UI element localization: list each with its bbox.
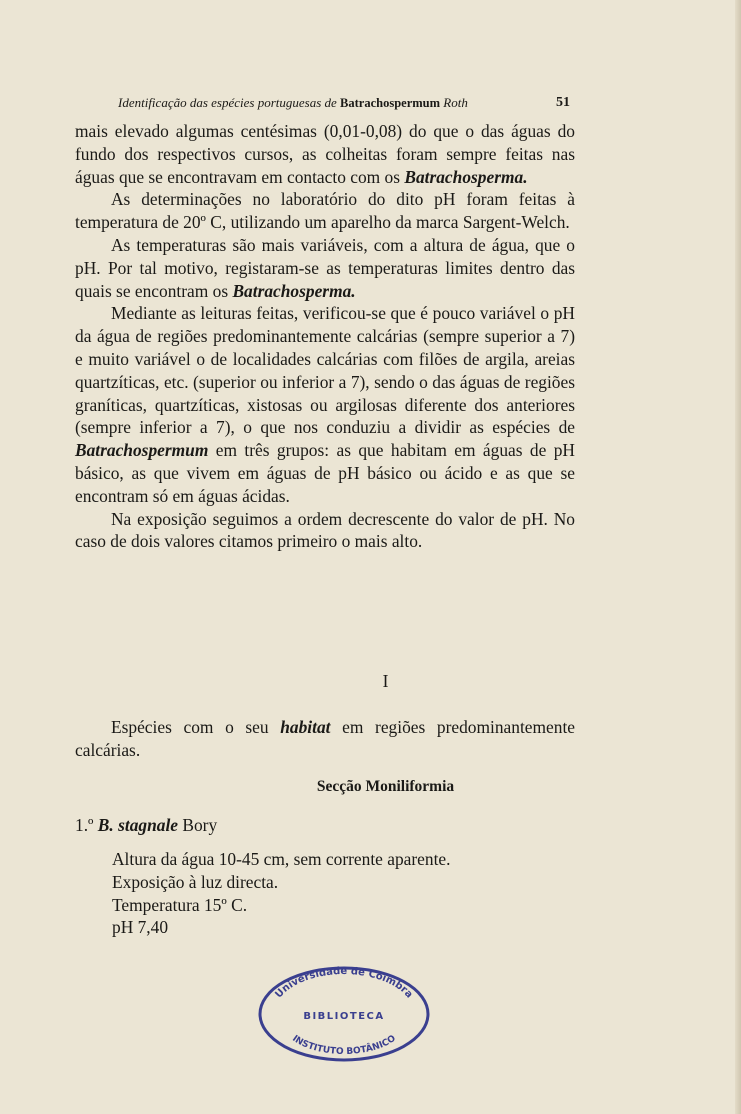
paragraph-4-genus: Batrachospermum bbox=[75, 440, 209, 461]
habitat-word: habitat bbox=[280, 717, 331, 737]
species-details bbox=[112, 848, 450, 939]
paragraph-4 bbox=[75, 302, 575, 507]
page-number: 51 bbox=[556, 95, 570, 110]
paragraph-1 bbox=[75, 120, 575, 188]
header-author: Roth bbox=[443, 95, 468, 110]
paragraph-3-text: As temperaturas são mais variáveis, com a altura de água, que o pH. Por tal motivo, registaram-se as temperaturas limites dentro das quais se encontram os bbox=[75, 234, 575, 301]
detail-temperature: Temperatura 15º C. bbox=[112, 894, 248, 915]
running-header bbox=[118, 95, 570, 111]
habitat-paragraph bbox=[75, 716, 575, 762]
habitat-text-b: em regiões predominantemente calcárias. bbox=[75, 717, 575, 760]
section-numeral: I bbox=[382, 671, 389, 691]
paragraph-5: Na exposição seguimos a ordem decrescente do valor de pH. No caso de dois valores citamos primeiro o mais alto. bbox=[75, 508, 575, 552]
section-title: Secção Moniliformia bbox=[316, 778, 455, 795]
paragraph-4-text-a: Mediante as leituras feitas, verificou-se que é pouco variável o pH da água de regiões predominantemente calcárias (sempre superior a 7) e muito variável o de localidades calcárias com filões de argila, areias quartzíticas, etc. (superior ou inferior a 7), sendo o das águas de regiões graníticas, quartzíticas, xistosas ou argilosas diferente dos anteriores (sempre inferior a 7), o que nos conduziu a dividir as espécies de bbox=[75, 303, 575, 438]
detail-exposure: Exposição à luz directa. bbox=[112, 871, 279, 892]
paragraph-4-text-b: em três grupos: as que habitam em águas de pH básico, as que vivem em águas de pH básico ou ácido e as que se encontram só em águas ácidas. bbox=[75, 440, 575, 506]
header-title-prefix: Identificação das espécies portuguesas de bbox=[118, 95, 337, 110]
paragraph-2: As determinações no laboratório do dito pH foram feitas à temperatura de 20º C, utilizando um aparelho da marca Sargent-Welch. bbox=[75, 189, 575, 233]
paragraph-1-genus: Batrachosperma. bbox=[404, 166, 528, 187]
detail-ph: pH 7,40 bbox=[112, 917, 169, 938]
stamp-middle-text: BIBLIOTECA bbox=[303, 1011, 385, 1022]
species-name: B. stagnale bbox=[97, 815, 178, 835]
paragraph-3-genus: Batrachosperma. bbox=[232, 280, 356, 301]
header-genus: Batrachospermum bbox=[340, 96, 441, 110]
species-author: Bory bbox=[182, 815, 218, 835]
header-title bbox=[118, 95, 468, 110]
stamp-bottom-text: INSTITUTO BOTÂNICO bbox=[290, 1033, 398, 1058]
habitat-text-a: Espécies com o seu bbox=[111, 717, 281, 737]
species-number: 1.º bbox=[75, 815, 94, 835]
body-text bbox=[75, 120, 575, 553]
library-stamp bbox=[256, 962, 432, 1062]
paragraph-3 bbox=[75, 234, 575, 302]
stamp-top-text: Universidade de Coimbra bbox=[273, 966, 415, 1001]
detail-water-depth: Altura da água 10-45 cm, sem corrente aparente. bbox=[112, 849, 451, 869]
paragraph-1-text: mais elevado algumas centésimas (0,01-0,08) do que o das águas do fundo dos respectivos cursos, as colheitas foram sempre feitas nas águas que se encontravam em contacto com os bbox=[75, 121, 575, 187]
species-heading bbox=[75, 815, 217, 836]
